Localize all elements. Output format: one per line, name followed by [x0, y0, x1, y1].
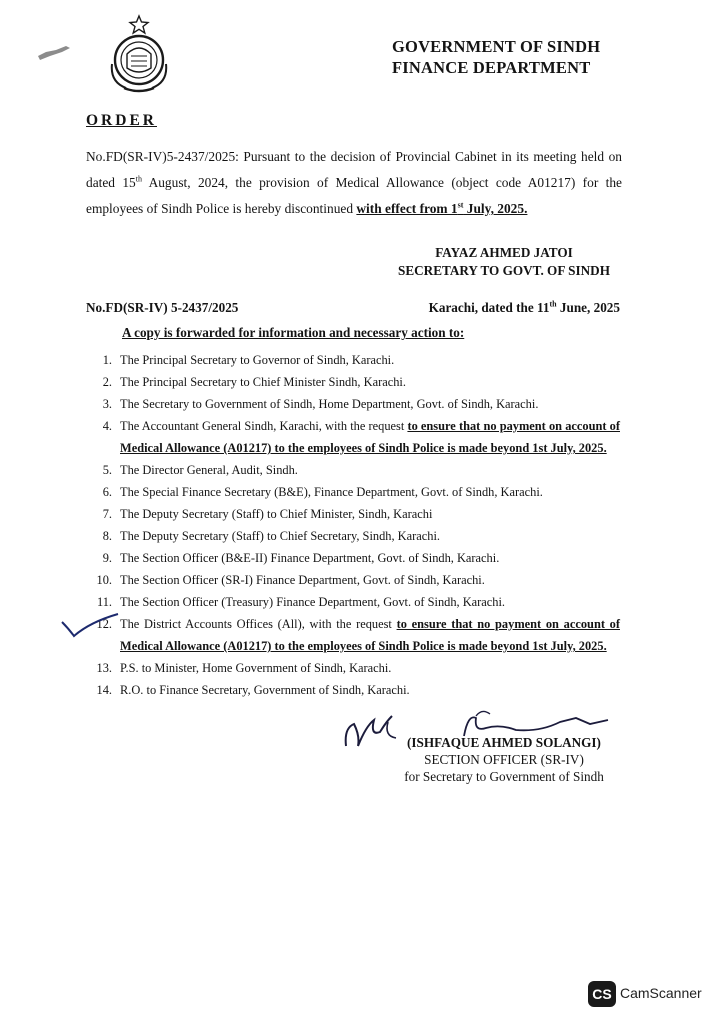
camscanner-logo-icon: CS: [588, 981, 616, 1007]
order-text-part2: August, 2024, the provision of Medical Allowance (object code A01217) for the employees of Sindh Police is hereby discontinued: [86, 175, 622, 216]
date-suffix: June, 2025: [556, 300, 620, 315]
recipient-text: [120, 613, 620, 657]
recipient-item: [86, 503, 620, 525]
effective-date-clause: [356, 201, 527, 216]
camscanner-label: CamScanner: [620, 985, 702, 1001]
effective-date-text: with effect from 1: [356, 201, 458, 216]
recipient-name: The Section Officer (B&E-II) Finance Department, Govt. of Sindh, Karachi.: [120, 551, 500, 565]
recipient-item: [86, 591, 620, 613]
ordinal-suffix: st: [457, 200, 464, 210]
recipient-item: [86, 393, 620, 415]
recipient-item: [86, 349, 620, 371]
recipient-name: The Director General, Audit, Sindh.: [120, 463, 298, 477]
recipient-item: [86, 547, 620, 569]
copy-forwarded-heading: A copy is forwarded for information and necessary action to:: [122, 325, 465, 340]
recipient-text: [120, 591, 620, 613]
recipient-name: The Deputy Secretary (Staff) to Chief Secretary, Sindh, Karachi.: [120, 529, 440, 543]
recipient-text: [120, 371, 620, 393]
date-prefix: Karachi, dated the 11: [428, 300, 550, 315]
handwritten-check-mark: [60, 612, 120, 638]
recipient-name: The Accountant General Sindh, Karachi, with the request: [120, 419, 408, 433]
recipient-text: [120, 679, 620, 701]
recipient-request-clause: to ensure that no payment on account of Medical Allowance (A01217) to the employees of Sindh Police is made beyond 1st July, 2025.: [120, 419, 620, 455]
sindh-government-emblem: [100, 14, 178, 94]
recipient-number: 9.: [102, 551, 112, 565]
effective-date-end: July, 2025.: [463, 201, 528, 216]
recipient-name: The Secretary to Government of Sindh, Home Department, Govt. of Sindh, Karachi.: [120, 397, 539, 411]
recipient-number: 6.: [102, 485, 112, 499]
letterhead-title: [392, 36, 632, 78]
recipient-text: [120, 349, 620, 371]
order-text-part1: No.FD(SR-IV)5-2437/2025: Pursuant to the decision of Provincial Cabinet in its meeting held on dated 15: [86, 149, 622, 190]
secretary-name: FAYAZ AHMED JATOI: [435, 245, 573, 260]
government-name: GOVERNMENT OF SINDH: [392, 37, 601, 56]
recipient-number: 1.: [102, 353, 112, 367]
secretary-signature-block: [384, 244, 624, 280]
recipient-request-clause: to ensure that no payment on account of Medical Allowance (A01217) to the employees of Sindh Police is made beyond 1st July, 2025.: [120, 617, 620, 653]
reference-date: [429, 300, 620, 316]
reference-number: No.FD(SR-IV) 5-2437/2025: [86, 300, 239, 315]
recipient-name: R.O. to Finance Secretary, Government of Sindh, Karachi.: [120, 683, 410, 697]
section-officer-title: SECTION OFFICER (SR-IV): [424, 752, 584, 767]
recipient-name: The Section Officer (SR-I) Finance Department, Govt. of Sindh, Karachi.: [120, 573, 485, 587]
recipient-item: [86, 569, 620, 591]
recipient-number: 5.: [102, 463, 112, 477]
recipient-name: The Principal Secretary to Chief Minister Sindh, Karachi.: [120, 375, 406, 389]
recipient-number: 3.: [102, 397, 112, 411]
recipient-number: 14.: [96, 683, 112, 697]
recipient-number: 11.: [96, 595, 112, 609]
recipient-item: [86, 371, 620, 393]
department-name: FINANCE DEPARTMENT: [392, 58, 591, 77]
recipient-text: [120, 393, 620, 415]
recipient-text: [120, 525, 620, 547]
recipient-text: [120, 459, 620, 481]
recipient-item: [86, 613, 620, 657]
order-paragraph: [86, 144, 622, 222]
recipient-item: [86, 415, 620, 459]
recipient-number: 13.: [96, 661, 112, 675]
on-behalf-line: for Secretary to Government of Sindh: [404, 769, 604, 784]
recipient-item: [86, 459, 620, 481]
recipient-number: 10.: [96, 573, 112, 587]
recipient-name: The Section Officer (Treasury) Finance Department, Govt. of Sindh, Karachi.: [120, 595, 506, 609]
recipient-name: P.S. to Minister, Home Government of Sindh, Karachi.: [120, 661, 392, 675]
recipient-name: The Deputy Secretary (Staff) to Chief Minister, Sindh, Karachi: [120, 507, 433, 521]
recipient-number: 2.: [102, 375, 112, 389]
recipient-text: [120, 657, 620, 679]
recipient-item: [86, 657, 620, 679]
pen-stroke-mark: [36, 40, 72, 64]
recipient-number: 7.: [102, 507, 112, 521]
recipient-item: [86, 679, 620, 701]
recipient-number: 12.: [96, 617, 112, 631]
secretary-title: SECRETARY TO GOVT. OF SINDH: [398, 263, 610, 278]
recipient-name: The Special Finance Secretary (B&E), Finance Department, Govt. of Sindh, Karachi.: [120, 485, 543, 499]
recipient-text: [120, 481, 620, 503]
recipient-list: [86, 349, 620, 701]
section-officer-name: (ISHFAQUE AHMED SOLANGI): [407, 735, 601, 750]
recipient-number: 4.: [102, 419, 112, 433]
recipient-text: [120, 569, 620, 591]
recipient-text: [120, 547, 620, 569]
ordinal-suffix: th: [549, 299, 557, 309]
recipient-item: [86, 481, 620, 503]
section-officer-signature-block: [392, 734, 616, 785]
recipient-text: [120, 503, 620, 525]
recipient-number: 8.: [102, 529, 112, 543]
recipient-name: The District Accounts Offices (All), with the request: [120, 617, 397, 631]
recipient-item: [86, 525, 620, 547]
ordinal-suffix: th: [135, 174, 142, 184]
order-heading: ORDER: [86, 112, 157, 129]
recipient-name: The Principal Secretary to Governor of Sindh, Karachi.: [120, 353, 395, 367]
recipient-text: [120, 415, 620, 459]
